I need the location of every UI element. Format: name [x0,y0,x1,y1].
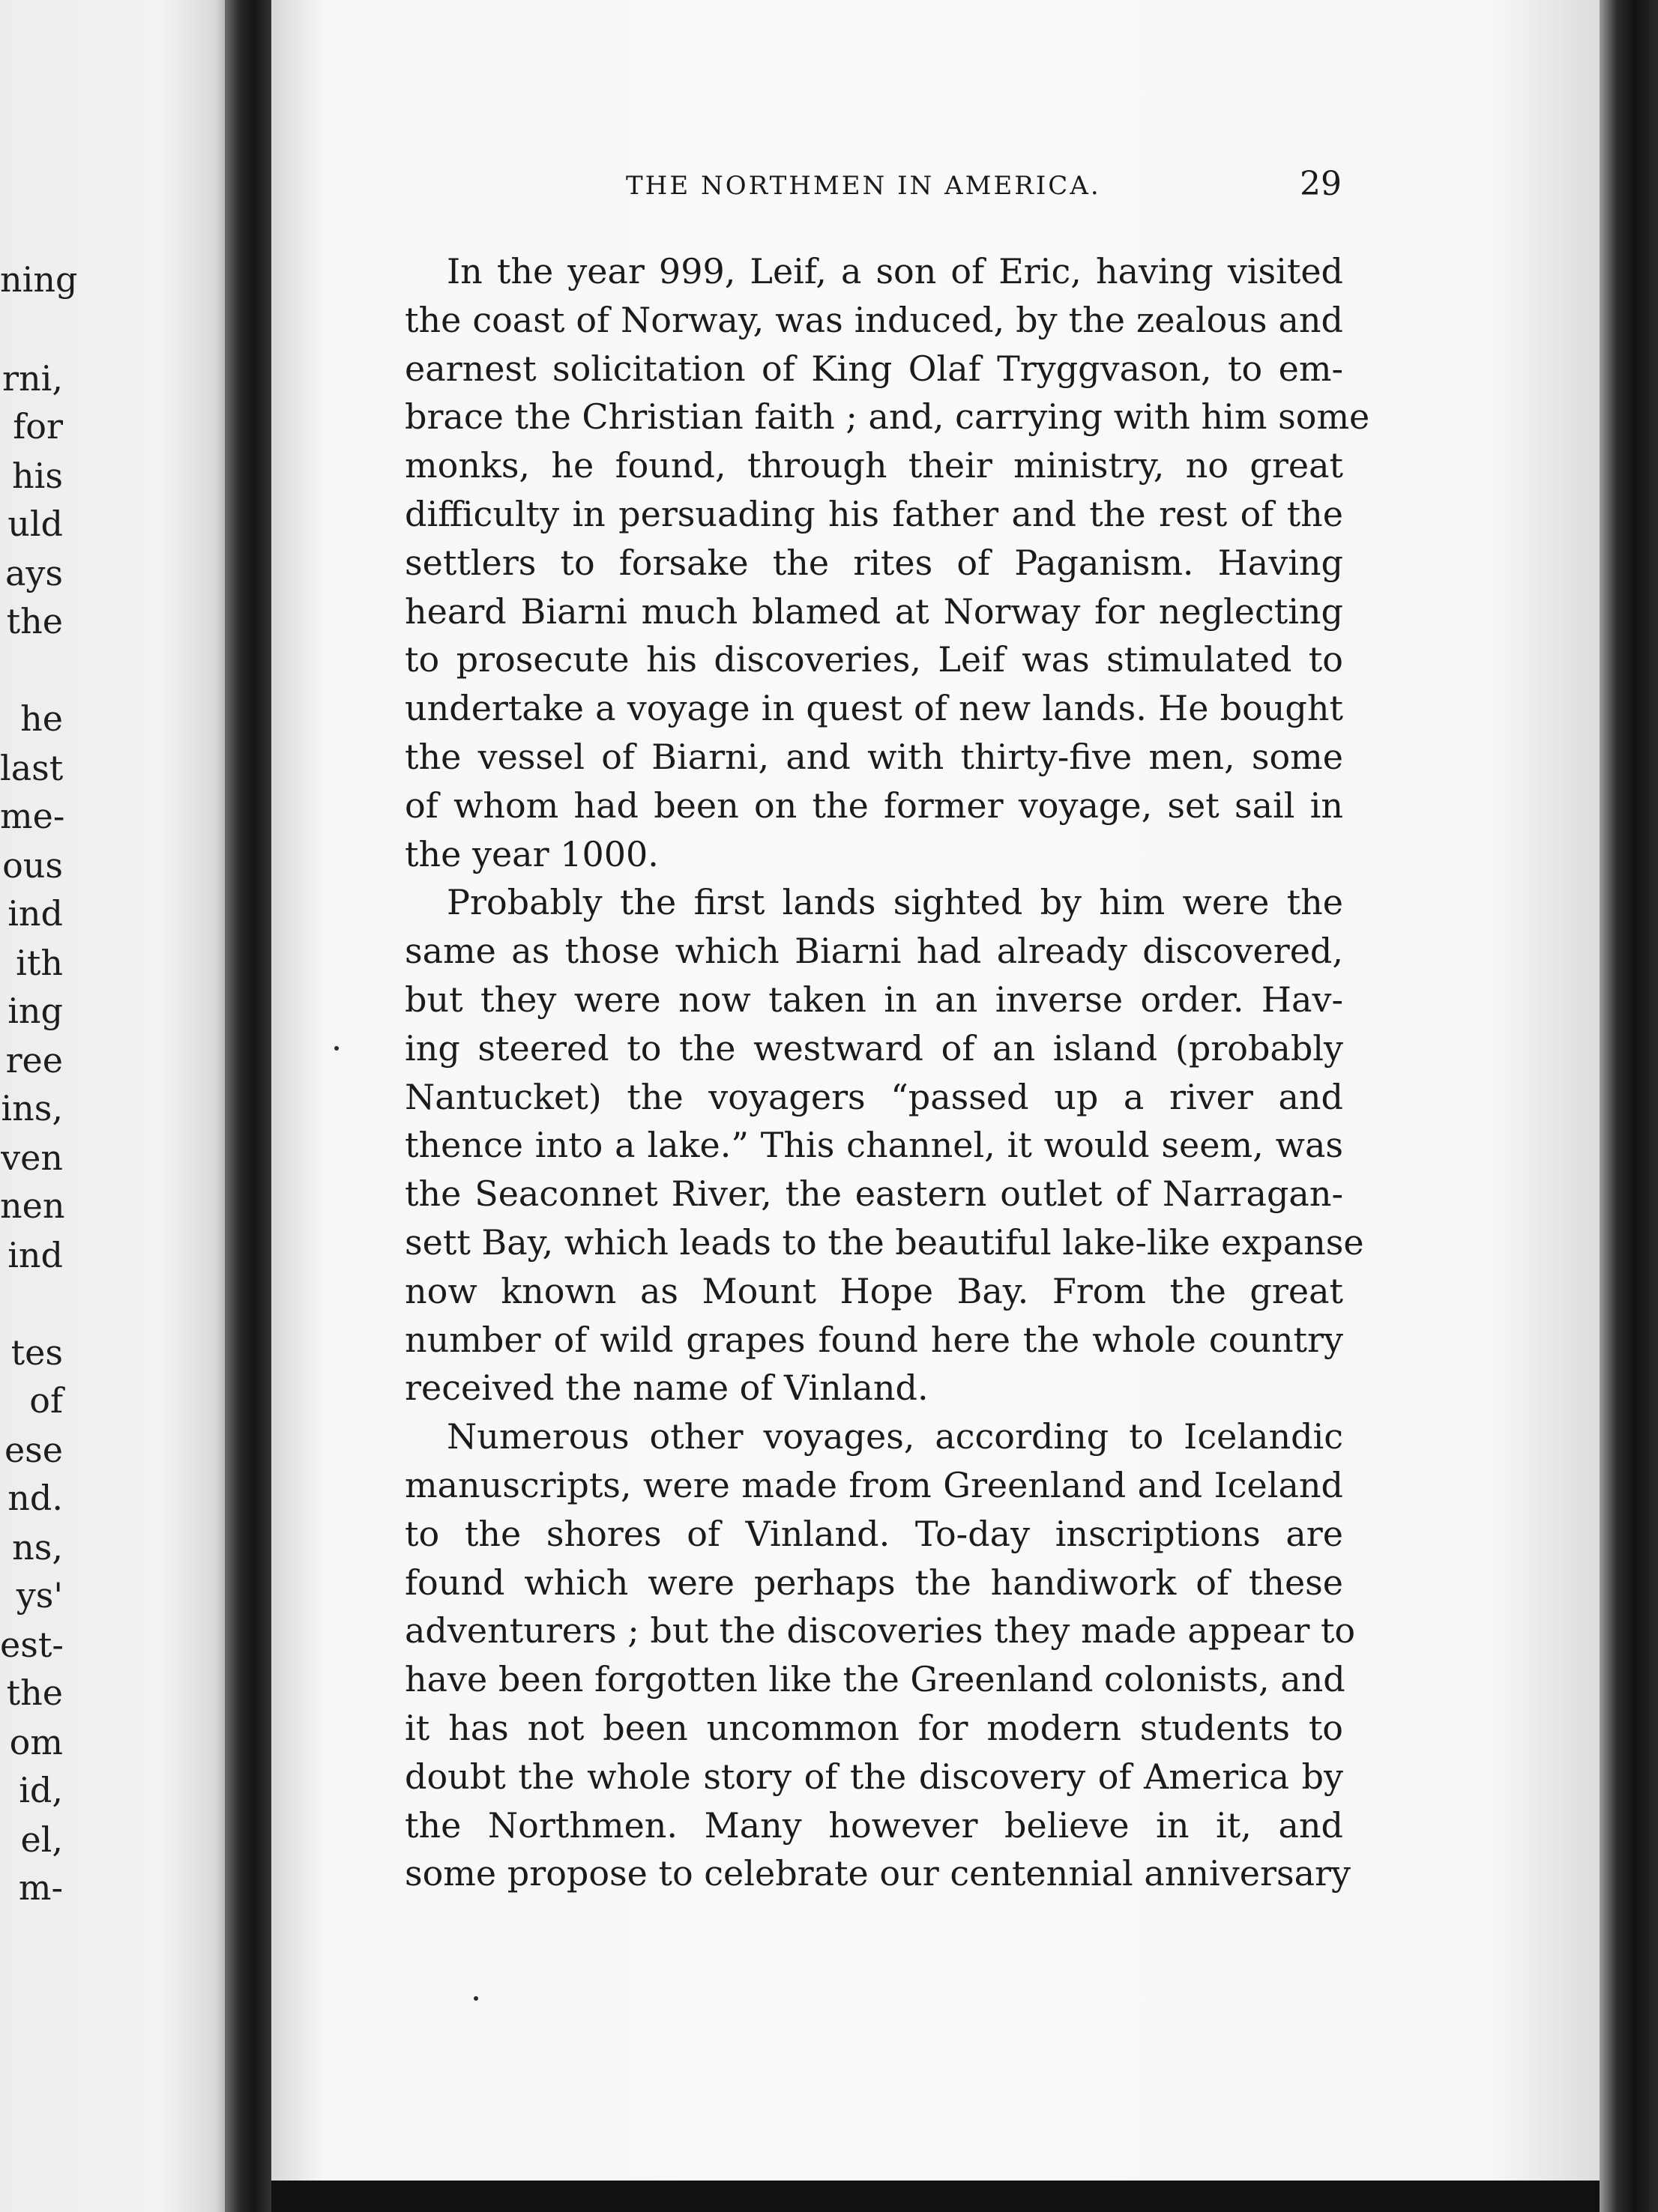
left-page-fragment: the [6,601,63,641]
left-page-fragment: the [6,1672,63,1713]
paragraph [405,878,1364,1412]
left-page-fragment: his [12,456,63,496]
book-gutter [225,0,274,2212]
left-page-fragment: ing [7,991,63,1031]
text-line: of whom had been on the former voyage, set sail in [405,785,1343,826]
page-number: 29 [1300,165,1342,203]
text-line: some propose to celebrate our centennial anniversary [405,1853,1351,1894]
text-line: In the year 999, Leif, a son of Eric, having visited [447,251,1343,291]
text-line: doubt the whole story of the discovery of America by [405,1756,1343,1797]
paragraph [405,1412,1356,1898]
print-speck [474,1996,478,2001]
text-line: difficulty in persuading his father and the rest of the [405,493,1343,534]
text-line: same as those which Biarni had already discovered, [405,931,1343,972]
left-page-fragment: el, [20,1819,63,1860]
text-line: received the name of Vinland. [405,1368,929,1409]
left-page-fragment: ning [0,259,78,300]
left-page-fragment: ree [5,1040,63,1081]
left-page-fragment: last [0,748,64,788]
left-page-fragment: id, [19,1770,63,1810]
left-page-fragment: rni, [2,358,63,399]
text-line: monks, he found, through their ministry, no great [405,445,1343,486]
text-line: heard Biarni much blamed at Norway for neglecting [405,590,1343,632]
text-line: to prosecute his discoveries, Leif was stimulated to [405,639,1343,680]
left-page-fragment: om [9,1722,63,1762]
left-page-fragment: ns, [12,1527,63,1568]
text-line: sett Bay, which leads to the beautiful lake-like expanse [405,1221,1364,1263]
text-line: the Seaconnet River, the eastern outlet of Narragan- [405,1173,1343,1215]
left-page-fragment: he [20,698,63,739]
text-line: settlers to forsake the rites of Paganism. Having [405,542,1343,583]
paragraph [405,247,1370,878]
left-page-fragment: ins, [1,1088,63,1128]
left-page-fragment: of [29,1380,63,1421]
left-page-fragment: tes [10,1332,63,1373]
text-line: brace the Christian faith ; and, carrying with him some [405,396,1370,438]
text-line: to the shores of Vinland. To-day inscriptions are [405,1513,1343,1554]
text-line: the coast of Norway, was induced, by the zealous and [405,299,1343,340]
running-head: THE NORTHMEN IN AMERICA. [626,171,1101,201]
right-page-edge [1600,0,1658,2212]
text-line: found which were perhaps the handiwork of these [405,1562,1343,1603]
left-page-fragment: ith [16,943,63,983]
text-line: now known as Mount Hope Bay. From the great [405,1270,1343,1311]
text-line: the vessel of Biarni, and with thirty-five men, some [405,736,1343,777]
text-line: thence into a lake.” This channel, it would seem, was [405,1125,1343,1166]
text-line: Probably the first lands sighted by him were the [447,882,1343,923]
text-line: undertake a voyage in quest of new lands. He bought [405,688,1343,729]
left-page-fragment: for [13,406,63,447]
text-line: have been forgotten like the Greenland colonists, and [405,1659,1345,1700]
text-line: adventurers ; but the discoveries they made appear to [405,1610,1356,1652]
text-line: but they were now taken in an inverse order. Hav- [405,979,1343,1020]
text-line: Nantucket) the voyagers “passed up a river and [405,1076,1343,1117]
text-line: earnest solicitation of King Olaf Tryggvason, to em- [405,348,1343,389]
bottom-page-edge [271,2181,1600,2212]
left-page-fragment: m- [18,1867,63,1908]
left-page-fragment: ys' [16,1575,63,1616]
left-page-fragment: me- [0,796,65,836]
print-speck [334,1046,339,1051]
body-text [405,247,1370,1898]
left-page-fragment: uld [7,504,63,544]
left-page-fragment: nen [0,1185,65,1226]
left-page-fragment: ous [2,845,63,886]
text-line: number of wild grapes found here the whole country [405,1319,1343,1360]
left-page-fragment: ind [7,893,63,934]
text-line: the Northmen. Many however believe in it, and [405,1804,1343,1846]
left-page-fragment: nd. [7,1478,63,1518]
text-line: Numerous other voyages, according to Icelandic [447,1416,1343,1457]
left-page-fragment: ind [7,1235,63,1275]
text-line: the year 1000. [405,833,659,874]
left-page-fragment: ays [4,553,63,593]
left-page-fragment: est- [0,1625,64,1665]
left-page-fragment: ese [4,1430,63,1470]
left-page-fragment: ven [1,1137,63,1178]
text-line: manuscripts, were made from Greenland and Iceland [405,1464,1343,1505]
text-line: ing steered to the westward of an island (probably [405,1027,1343,1069]
text-line: it has not been uncommon for modern students to [405,1707,1343,1748]
